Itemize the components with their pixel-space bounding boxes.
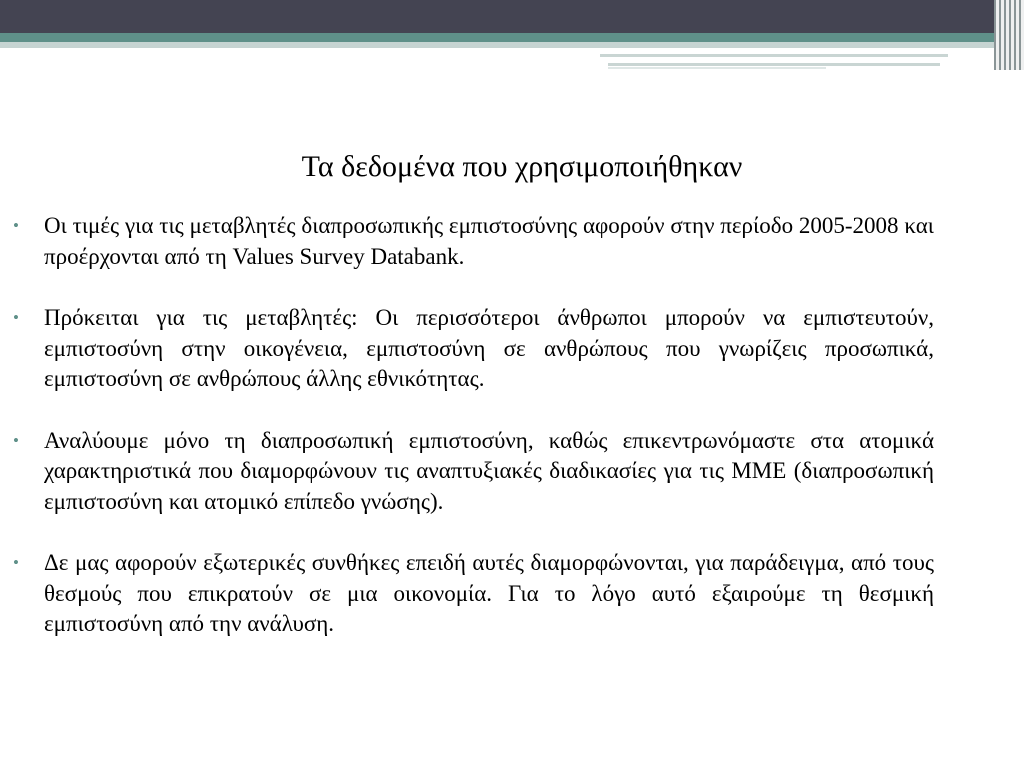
bullet-list — [13, 211, 934, 671]
bullet-text: Οι τιμές για τις μεταβλητές διαπροσωπικής εμπιστοσύνης αφορούν στην περίοδο 2005-2008 και προέρχονται από τη Values Survey Databank. — [44, 213, 934, 269]
header-bar-dark — [0, 0, 1024, 33]
decorative-stripes — [994, 0, 1024, 70]
bullet-text: Δε μας αφορούν εξωτερικές συνθήκες επειδή αυτές διαμορφώνονται, για παράδειγμα, από τους θεσμούς που επικρατούν σε μια οικονομία. Για το λόγο αυτό εξαιρούμε τη θεσμική εμπιστοσύνη από την ανάλυση. — [44, 550, 934, 636]
bullet-item — [13, 211, 934, 272]
bullet-item — [13, 548, 934, 640]
bullet-text: Πρόκειται για τις μεταβλητές: Οι περισσότεροι άνθρωποι μπορούν να εμπιστευτούν, εμπιστοσύνη στην οικογένεια, εμπιστοσύνη σε ανθρώπους που γνωρίζεις προσωπικά, εμπιστοσύνη σε ανθρώπους άλλης εθνικότητας. — [44, 305, 934, 391]
bullet-dot-icon: • — [13, 430, 19, 450]
decorative-line — [608, 67, 826, 69]
bullet-text: Αναλύουμε μόνο τη διαπροσωπική εμπιστοσύνη, καθώς επικεντρωνόμαστε στα ατομικά χαρακτηριστικά που διαμορφώνουν τις αναπτυξιακές διαδικασίες για τις ΜΜΕ (διαπροσωπική εμπιστοσύνη και ατομικό επίπεδο γνώσης). — [44, 427, 934, 514]
header-bar-light — [0, 42, 1024, 48]
bullet-item — [13, 303, 934, 395]
bullet-dot-icon: • — [13, 216, 19, 235]
decorative-line — [600, 54, 948, 57]
decorative-line — [608, 63, 940, 66]
slide-title: Τα δεδομένα που χρησιμοποιήθηκαν — [301, 150, 743, 183]
bullet-dot-icon: • — [13, 553, 19, 572]
bullet-dot-icon: • — [13, 308, 19, 327]
header-bar-teal — [0, 33, 1024, 42]
bullet-item — [13, 426, 934, 518]
